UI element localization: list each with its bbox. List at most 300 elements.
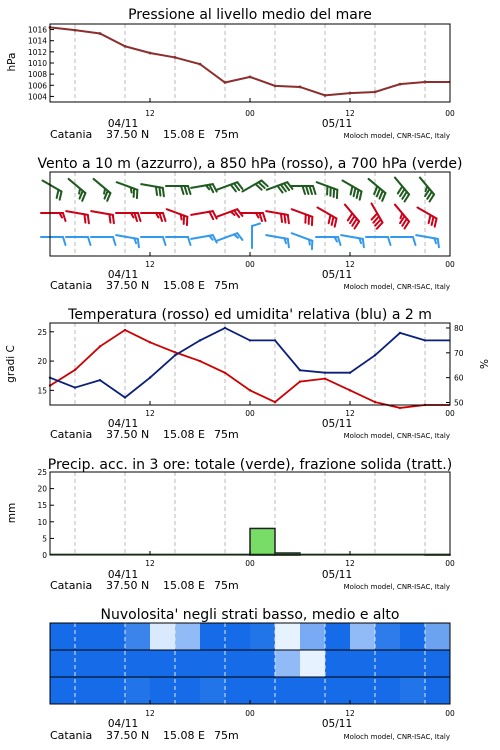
wind-barb-1-10 bbox=[292, 209, 313, 225]
cloud-cell-0-13 bbox=[375, 623, 401, 650]
pressure-series-line bbox=[50, 27, 450, 95]
wind-barb-1-14 bbox=[395, 205, 409, 229]
wind-barb-2-13 bbox=[369, 179, 386, 201]
wind-barb-feather bbox=[313, 186, 316, 194]
wind-barb-0-5 bbox=[166, 237, 191, 245]
y-tick-label-1: 60 bbox=[454, 373, 464, 383]
wind-barb-2-15 bbox=[420, 178, 434, 202]
wind-barb-1-6 bbox=[191, 211, 217, 219]
pressure-point-8 bbox=[249, 76, 252, 79]
cloud-cell-2-14 bbox=[400, 677, 426, 704]
cloud-cell-1-8 bbox=[250, 650, 276, 677]
cloud-cell-0-6 bbox=[200, 623, 226, 650]
wind-panel bbox=[37, 156, 462, 292]
wind-barb-feather bbox=[163, 213, 166, 221]
precipitation-location-line bbox=[50, 579, 239, 592]
temperature-day-label-1: 04/11 bbox=[107, 418, 139, 430]
temperature-title: Temperatura (rosso) ed umidita' relativa (blu) a 2 m bbox=[68, 307, 432, 323]
temperature-point-1 bbox=[74, 369, 76, 371]
x-tick-label-0: 12 bbox=[145, 559, 155, 568]
humidity-point-11 bbox=[324, 371, 326, 373]
cloud-cell-1-2 bbox=[100, 650, 126, 677]
cloud-cell-1-0 bbox=[50, 650, 76, 677]
wind-barb-1-15 bbox=[417, 208, 436, 227]
wind-barb-1-2 bbox=[91, 211, 114, 223]
wind-barb-feather bbox=[332, 217, 334, 225]
wind-barb-feather bbox=[156, 187, 157, 195]
cloud-location-line bbox=[50, 729, 239, 742]
location-name: Catania bbox=[50, 428, 93, 441]
y-tick-label-2: 25 bbox=[37, 327, 47, 337]
wind-barb-feather bbox=[188, 237, 191, 245]
temperature-day-label-2: 05/11 bbox=[321, 418, 353, 430]
wind-barb-2-4 bbox=[141, 184, 164, 196]
cloud-panel bbox=[50, 607, 455, 742]
cloud-day-label-2: 05/11 bbox=[321, 718, 353, 730]
y-tick-label-5: 25 bbox=[37, 468, 47, 477]
x-tick-label-0: 12 bbox=[145, 709, 155, 718]
cloud-cell-1-1 bbox=[75, 650, 101, 677]
wind-barb-feather bbox=[363, 239, 364, 247]
temperature-panel bbox=[5, 307, 491, 441]
latitude: 37.50 N bbox=[106, 729, 150, 742]
wind-barb-feather bbox=[181, 214, 182, 219]
x-tick-label-2: 12 bbox=[345, 409, 355, 418]
wind-barb-feather bbox=[303, 186, 306, 194]
humidity-point-15 bbox=[424, 339, 426, 341]
wind-barb-feather bbox=[338, 237, 341, 245]
precipitation-day-label-2: 05/11 bbox=[321, 569, 353, 581]
pressure-point-9 bbox=[274, 84, 277, 87]
wind-barb-0-2 bbox=[91, 237, 116, 245]
cloud-cell-1-13 bbox=[375, 650, 401, 677]
x-tick-label-3: 00 bbox=[445, 559, 455, 568]
wind-barb-1-8 bbox=[241, 213, 266, 221]
wind-barb-feather bbox=[380, 191, 383, 199]
wind-barb-2-6 bbox=[191, 184, 217, 192]
y-tick-label-0: 50 bbox=[454, 398, 464, 408]
cloud-cell-2-4 bbox=[150, 677, 176, 704]
temperature-point-13 bbox=[374, 401, 376, 403]
wind-barb-feather bbox=[284, 214, 285, 222]
cloud-cell-0-3 bbox=[125, 623, 151, 650]
cloud-cell-1-3 bbox=[125, 650, 151, 677]
temperature-point-12 bbox=[349, 389, 351, 391]
humidity-point-13 bbox=[374, 354, 376, 356]
pressure-point-13 bbox=[374, 91, 377, 94]
y-tick-label-2: 10 bbox=[37, 517, 47, 527]
temperature-point-9 bbox=[274, 401, 276, 403]
wind-barb-feather bbox=[138, 239, 139, 247]
humidity-point-2 bbox=[99, 379, 101, 381]
wind-barb-feather bbox=[131, 187, 132, 192]
wind-barb-feather bbox=[413, 237, 416, 245]
longitude: 15.08 E bbox=[163, 428, 205, 441]
cloud-day-label-1: 04/11 bbox=[107, 718, 139, 730]
cloud-cell-2-11 bbox=[325, 677, 351, 704]
cloud-cell-1-9 bbox=[275, 650, 301, 677]
elevation: 75m bbox=[214, 729, 239, 742]
wind-barb-0-15 bbox=[416, 235, 439, 247]
cloud-cell-0-8 bbox=[250, 623, 276, 650]
temperature-credit: Moloch model, CNR-ISAC, Italy bbox=[343, 432, 450, 440]
wind-barb-2-10 bbox=[291, 186, 316, 194]
wind-barb-2-2 bbox=[94, 179, 111, 201]
y-tick-label-0: 1004 bbox=[27, 92, 47, 102]
x-tick-label-2: 12 bbox=[345, 559, 355, 568]
precipitation-title: Precip. acc. in 3 ore: totale (verde), frazione solida (tratt.) bbox=[47, 457, 453, 473]
y-tick-label-0: 15 bbox=[37, 386, 47, 396]
longitude: 15.08 E bbox=[163, 729, 205, 742]
x-tick-label-3: 00 bbox=[445, 409, 455, 418]
cloud-credit: Moloch model, CNR-ISAC, Italy bbox=[343, 733, 450, 741]
wind-barb-2-7 bbox=[217, 182, 243, 191]
temperature-point-7 bbox=[224, 372, 226, 374]
pressure-point-15 bbox=[424, 81, 427, 84]
x-tick-label-1: 00 bbox=[245, 109, 255, 118]
temperature-gridlines bbox=[75, 323, 425, 405]
wind-barbs bbox=[41, 178, 439, 250]
x-tick-label-1: 00 bbox=[245, 409, 255, 418]
wind-barb-feather bbox=[234, 234, 238, 237]
y-tick-label-2: 70 bbox=[454, 348, 464, 358]
longitude: 15.08 E bbox=[163, 579, 205, 592]
wind-barb-feather bbox=[288, 239, 289, 247]
pressure-day-label-2: 05/11 bbox=[321, 118, 353, 130]
location-name: Catania bbox=[50, 279, 93, 292]
pressure-plot-frame bbox=[50, 24, 450, 102]
pressure-point-4 bbox=[149, 52, 152, 55]
y-tick-label-3: 1010 bbox=[27, 59, 47, 68]
pressure-title: Pressione al livello medio del mare bbox=[128, 7, 372, 23]
humidity-point-9 bbox=[274, 339, 276, 341]
pressure-gridlines bbox=[75, 24, 425, 102]
wind-barb-feather bbox=[84, 214, 85, 222]
cloud-cell-2-8 bbox=[250, 677, 276, 704]
y-tick-label-4: 20 bbox=[37, 484, 47, 494]
humidity-ylabel: % bbox=[479, 359, 491, 369]
wind-barb-feather bbox=[135, 213, 138, 221]
wind-barb-feather bbox=[388, 237, 391, 245]
x-tick-label-0: 12 bbox=[145, 260, 155, 269]
wind-barb-feather bbox=[429, 215, 431, 223]
wind-barb-feather bbox=[206, 185, 209, 189]
x-tick-label-2: 12 bbox=[345, 260, 355, 269]
wind-barb-feather bbox=[57, 190, 59, 198]
wind-barb-feather bbox=[237, 233, 242, 240]
wind-barb-feather bbox=[432, 217, 434, 225]
wind-barb-1-13 bbox=[372, 203, 383, 228]
pressure-point-10 bbox=[299, 86, 302, 89]
humidity-y-ticks bbox=[446, 324, 464, 408]
cloud-cell-2-6 bbox=[200, 677, 226, 704]
cloud-cell-0-1 bbox=[75, 623, 101, 650]
cloud-cell-2-15 bbox=[425, 677, 451, 704]
wind-barb-2-1 bbox=[69, 179, 86, 201]
cloud-title: Nuvolosita' negli strati basso, medio e alto bbox=[100, 607, 400, 623]
cloud-cell-1-6 bbox=[200, 650, 226, 677]
wind-barb-feather bbox=[107, 193, 110, 201]
wind-x-ticks bbox=[145, 252, 455, 269]
wind-barb-feather bbox=[82, 193, 85, 201]
temperature-point-4 bbox=[149, 341, 151, 343]
wind-day-label-1: 04/11 bbox=[107, 269, 139, 281]
cloud-cell-0-2 bbox=[100, 623, 126, 650]
humidity-point-1 bbox=[74, 386, 76, 388]
wind-barb-0-8 bbox=[252, 224, 260, 249]
wind-barb-feather bbox=[163, 188, 164, 196]
wind-barb-feather bbox=[329, 215, 331, 223]
x-tick-label-1: 00 bbox=[245, 709, 255, 718]
wind-barb-feather bbox=[281, 214, 282, 222]
elevation: 75m bbox=[214, 128, 239, 141]
temperature-point-14 bbox=[399, 407, 401, 409]
humidity-point-4 bbox=[149, 376, 151, 378]
temperature-point-8 bbox=[249, 389, 251, 391]
cloud-cell-2-9 bbox=[275, 677, 301, 704]
wind-barb-feather bbox=[109, 214, 110, 222]
wind-barb-feather bbox=[351, 186, 353, 194]
cloud-cell-1-15 bbox=[425, 650, 451, 677]
latitude: 37.50 N bbox=[106, 579, 150, 592]
humidity-point-12 bbox=[349, 371, 351, 373]
wind-barb-feather bbox=[185, 186, 188, 194]
temperature-location-line bbox=[50, 428, 239, 441]
wind-barb-0-1 bbox=[66, 237, 91, 245]
precipitation-credit: Moloch model, CNR-ISAC, Italy bbox=[343, 583, 450, 591]
wind-barb-feather bbox=[163, 237, 166, 245]
wind-barb-2-5 bbox=[166, 186, 191, 194]
cloud-cell-0-9 bbox=[275, 623, 301, 650]
pressure-point-11 bbox=[324, 94, 327, 97]
y-tick-label-4: 1012 bbox=[27, 47, 47, 57]
humidity-point-10 bbox=[299, 369, 301, 371]
wind-barb-1-0 bbox=[41, 213, 66, 221]
humidity-series-line bbox=[50, 328, 450, 398]
pressure-point-3 bbox=[124, 45, 127, 48]
wind-barb-0-3 bbox=[116, 235, 139, 247]
cloud-cell-1-10 bbox=[300, 650, 326, 677]
wind-barb-2-14 bbox=[395, 178, 409, 202]
pressure-point-6 bbox=[199, 63, 202, 66]
wind-barb-2-3 bbox=[117, 182, 138, 198]
cloud-cell-0-10 bbox=[300, 623, 326, 650]
wind-barb-feather bbox=[181, 186, 184, 194]
wind-barb-0-4 bbox=[141, 237, 166, 245]
x-tick-label-3: 00 bbox=[445, 260, 455, 269]
wind-barb-feather bbox=[138, 213, 141, 221]
wind-barb-feather bbox=[438, 239, 439, 247]
x-tick-label-0: 12 bbox=[145, 409, 155, 418]
y-tick-label-5: 1014 bbox=[27, 36, 47, 46]
wind-barb-0-12 bbox=[341, 235, 364, 247]
temperature-humidity-points bbox=[49, 327, 426, 409]
wind-barb-feather bbox=[400, 213, 402, 218]
cloud-cell-0-4 bbox=[150, 623, 176, 650]
humidity-point-7 bbox=[224, 327, 226, 329]
temperature-ylabel: gradi C bbox=[5, 345, 17, 383]
cloud-cell-2-5 bbox=[175, 677, 201, 704]
wind-barb-1-5 bbox=[167, 209, 188, 225]
location-name: Catania bbox=[50, 729, 93, 742]
wind-title: Vento a 10 m (azzurro), a 850 hPa (rosso), a 700 hPa (verde) bbox=[37, 156, 463, 172]
wind-barb-feather bbox=[377, 189, 380, 197]
wind-barb-feather bbox=[310, 186, 313, 194]
y-tick-label-0: 0 bbox=[42, 551, 47, 560]
wind-barb-feather bbox=[63, 237, 66, 245]
wind-barb-1-4 bbox=[141, 213, 166, 221]
wind-barb-feather bbox=[63, 213, 66, 221]
y-tick-label-3: 80 bbox=[454, 323, 464, 333]
pressure-x-ticks bbox=[145, 98, 455, 118]
cloud-cell-1-5 bbox=[175, 650, 201, 677]
cloud-cell-2-2 bbox=[100, 677, 126, 704]
wind-credit: Moloch model, CNR-ISAC, Italy bbox=[343, 283, 450, 291]
cloud-cell-0-14 bbox=[400, 623, 426, 650]
humidity-point-5 bbox=[174, 354, 176, 356]
x-tick-label-2: 12 bbox=[345, 709, 355, 718]
wind-location-line bbox=[50, 279, 239, 292]
cloud-cell-2-7 bbox=[225, 677, 251, 704]
wind-barb-feather bbox=[260, 213, 263, 221]
elevation: 75m bbox=[214, 428, 239, 441]
pressure-point-1 bbox=[74, 29, 77, 32]
cloud-cell-2-13 bbox=[375, 677, 401, 704]
x-tick-label-0: 12 bbox=[145, 109, 155, 118]
wind-barb-feather bbox=[88, 215, 89, 223]
wind-barb-2-9 bbox=[267, 182, 293, 192]
wind-barb-1-11 bbox=[317, 208, 336, 227]
wind-barb-feather bbox=[382, 193, 385, 201]
wind-barb-1-1 bbox=[66, 211, 89, 223]
cloud-cell-2-10 bbox=[300, 677, 326, 704]
y-tick-label-2: 1008 bbox=[27, 70, 47, 80]
temperature-point-2 bbox=[99, 345, 101, 347]
longitude: 15.08 E bbox=[163, 128, 205, 141]
wind-barb-2-11 bbox=[317, 182, 338, 198]
wind-barb-feather bbox=[335, 219, 337, 227]
elevation: 75m bbox=[214, 279, 239, 292]
humidity-point-14 bbox=[399, 332, 401, 334]
pressure-credit: Moloch model, CNR-ISAC, Italy bbox=[343, 132, 450, 140]
wind-barb-feather bbox=[188, 186, 191, 194]
wind-barb-feather bbox=[231, 212, 235, 215]
pressure-panel bbox=[6, 7, 455, 141]
cloud-cell-0-12 bbox=[350, 623, 376, 650]
pressure-ylabel: hPa bbox=[6, 52, 18, 72]
wind-barb-feather bbox=[209, 236, 212, 240]
location-name: Catania bbox=[50, 579, 93, 592]
cloud-cell-1-7 bbox=[225, 650, 251, 677]
precipitation-day-label-1: 04/11 bbox=[107, 569, 139, 581]
cloud-cell-1-11 bbox=[325, 650, 351, 677]
temperature-x-ticks bbox=[145, 401, 455, 418]
wind-barb-feather bbox=[113, 215, 114, 223]
wind-barb-feather bbox=[160, 213, 163, 221]
wind-barb-1-12 bbox=[345, 205, 359, 229]
cloud-cell-1-4 bbox=[150, 650, 176, 677]
cloud-cell-0-11 bbox=[325, 623, 351, 650]
pressure-location-line bbox=[50, 128, 239, 141]
precipitation-ylabel: mm bbox=[6, 502, 18, 524]
wind-barb-feather bbox=[288, 215, 289, 223]
pressure-day-label-1: 04/11 bbox=[107, 118, 139, 130]
wind-barb-feather bbox=[306, 186, 309, 194]
cloud-cell-2-12 bbox=[350, 677, 376, 704]
wind-barb-1-7 bbox=[217, 209, 243, 217]
wind-barb-0-6 bbox=[191, 235, 217, 242]
pressure-point-12 bbox=[349, 92, 352, 95]
cloud-cell-0-0 bbox=[50, 623, 76, 650]
y-tick-label-1: 20 bbox=[37, 357, 47, 367]
latitude: 37.50 N bbox=[106, 279, 150, 292]
wind-barb-0-0 bbox=[41, 237, 66, 245]
wind-barb-0-10 bbox=[292, 233, 313, 249]
wind-barb-feather bbox=[79, 189, 80, 194]
y-tick-label-1: 1006 bbox=[27, 81, 47, 91]
cloud-cell-0-5 bbox=[175, 623, 201, 650]
wind-barb-1-9 bbox=[266, 211, 289, 223]
pressure-point-7 bbox=[224, 81, 227, 84]
wind-barb-feather bbox=[309, 240, 310, 245]
wind-barb-feather bbox=[435, 219, 437, 227]
cloud-cell-2-1 bbox=[75, 677, 101, 704]
wind-barb-feather bbox=[104, 189, 105, 194]
wind-barb-feather bbox=[88, 237, 91, 245]
wind-barb-2-8 bbox=[242, 181, 267, 192]
latitude: 37.50 N bbox=[106, 428, 150, 441]
x-tick-label-1: 00 bbox=[245, 559, 255, 568]
y-tick-label-3: 15 bbox=[37, 501, 47, 511]
location-name: Catania bbox=[50, 128, 93, 141]
x-tick-label-3: 00 bbox=[445, 109, 455, 118]
temperature-point-5 bbox=[174, 351, 176, 353]
cloud-cell-2-3 bbox=[125, 677, 151, 704]
wind-barb-0-14 bbox=[391, 237, 416, 245]
precipitation-panel bbox=[6, 457, 455, 592]
temperature-point-3 bbox=[124, 329, 126, 331]
x-tick-label-2: 12 bbox=[345, 109, 355, 118]
wind-barb-feather bbox=[252, 224, 260, 227]
latitude: 37.50 N bbox=[106, 128, 150, 141]
elevation: 75m bbox=[214, 579, 239, 592]
humidity-point-6 bbox=[199, 339, 201, 341]
wind-barb-feather bbox=[263, 213, 266, 221]
humidity-point-3 bbox=[124, 396, 126, 398]
wind-barb-feather bbox=[425, 186, 427, 191]
temperature-point-11 bbox=[324, 377, 326, 379]
cloud-cell-1-14 bbox=[400, 650, 426, 677]
wind-barb-0-7 bbox=[217, 233, 243, 241]
wind-barb-feather bbox=[357, 190, 359, 198]
humidity-point-8 bbox=[249, 339, 251, 341]
precipitation-y-ticks bbox=[37, 468, 54, 560]
cloud-cell-1-12 bbox=[350, 650, 376, 677]
x-tick-label-1: 00 bbox=[245, 260, 255, 269]
x-tick-label-3: 00 bbox=[445, 709, 455, 718]
wind-barb-2-12 bbox=[342, 181, 361, 200]
wind-barb-2-0 bbox=[42, 181, 61, 200]
wind-barb-feather bbox=[159, 187, 160, 195]
temperature-plot-frame bbox=[50, 323, 450, 405]
cloud-cells bbox=[50, 623, 451, 704]
wind-barb-0-9 bbox=[266, 235, 289, 247]
wind-barb-feather bbox=[360, 192, 362, 200]
wind-barb-1-3 bbox=[116, 213, 141, 221]
cloud-cell-0-15 bbox=[425, 623, 451, 650]
pressure-point-14 bbox=[399, 83, 402, 86]
longitude: 15.08 E bbox=[163, 279, 205, 292]
